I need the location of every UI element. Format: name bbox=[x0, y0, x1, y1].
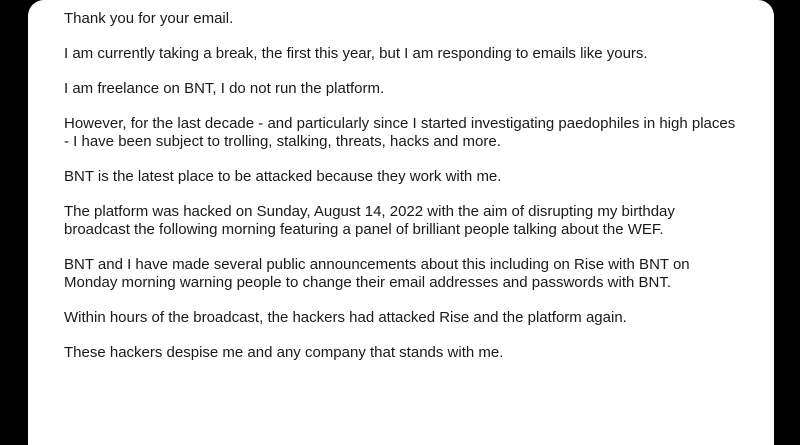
email-paragraph-hacked: The platform was hacked on Sunday, August 14, 2022 with the aim of disrupting my birthday broadcast the following morning featuring a panel of brilliant people talking about the WEF. bbox=[64, 203, 675, 238]
email-paragraph-freelance: I am freelance on BNT, I do not run the platform. bbox=[64, 80, 385, 97]
email-paragraph-break: I am currently taking a break, the first this year, but I am responding to emails like yours. bbox=[64, 45, 648, 62]
email-paragraph-decade: However, for the last decade - and particularly since I started investigating paedophiles in high places - I have been subject to trolling, stalking, threats, hacks and more. bbox=[64, 115, 736, 150]
email-card bbox=[28, 0, 774, 445]
email-paragraph-attacked: BNT is the latest place to be attacked because they work with me. bbox=[64, 168, 502, 185]
email-paragraph-within-hours: Within hours of the broadcast, the hackers had attacked Rise and the platform again. bbox=[64, 309, 627, 326]
email-paragraph-despise: These hackers despise me and any company that stands with me. bbox=[64, 344, 504, 361]
email-paragraph-announcements: BNT and I have made several public announcements about this including on Rise with BNT on Monday morning warning people to change their email addresses and passwords with BNT. bbox=[64, 256, 690, 291]
email-body bbox=[64, 10, 744, 379]
email-paragraph-thanks: Thank you for your email. bbox=[64, 10, 234, 27]
